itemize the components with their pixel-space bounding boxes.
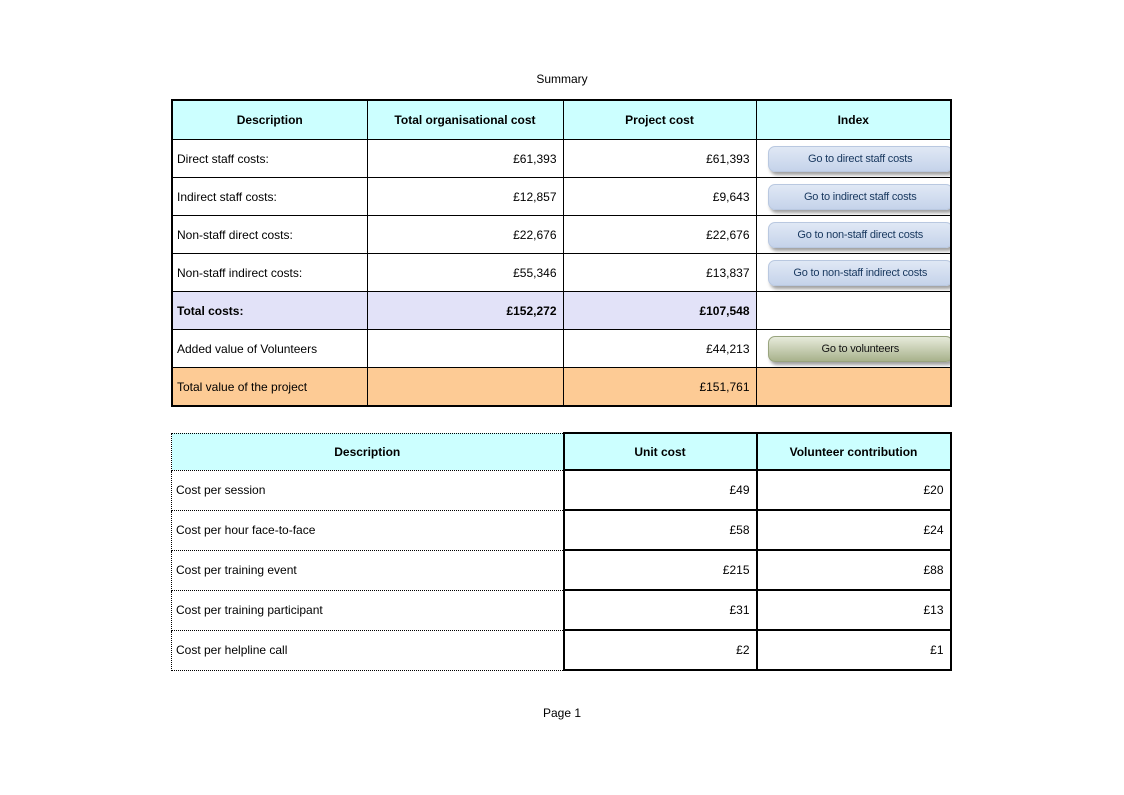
org-cost-value bbox=[367, 368, 563, 407]
org-cost-value: £61,393 bbox=[367, 140, 563, 178]
project-cost-value: £9,643 bbox=[563, 178, 756, 216]
table-row-cost-per-hour-face-to-face bbox=[172, 510, 951, 550]
volunteer-contribution-value: £13 bbox=[757, 590, 951, 630]
unit-cost-value: £215 bbox=[564, 550, 757, 590]
table-row-cost-per-helpline-call bbox=[172, 630, 951, 670]
table-row-added-value-of-volunteers bbox=[172, 330, 951, 368]
row-label: Non-staff indirect costs: bbox=[172, 254, 367, 292]
project-cost-value: £13,837 bbox=[563, 254, 756, 292]
go-to-non-staff-indirect-costs-button[interactable]: Go to non-staff indirect costs bbox=[768, 260, 952, 286]
column-header-description: Description bbox=[172, 433, 564, 470]
unit-cost-value: £2 bbox=[564, 630, 757, 670]
column-header-project-cost: Project cost bbox=[563, 100, 756, 140]
table-row-non-staff-indirect-costs bbox=[172, 254, 951, 292]
row-label: Added value of Volunteers bbox=[172, 330, 367, 368]
org-cost-value: £55,346 bbox=[367, 254, 563, 292]
page-number: Page 1 bbox=[542, 706, 582, 720]
project-cost-value: £151,761 bbox=[563, 368, 756, 407]
table-row-total-costs bbox=[172, 292, 951, 330]
go-to-indirect-staff-costs-button[interactable]: Go to indirect staff costs bbox=[768, 184, 952, 210]
volunteer-contribution-value: £1 bbox=[757, 630, 951, 670]
column-header-unit-cost: Unit cost bbox=[564, 433, 757, 470]
org-cost-value: £22,676 bbox=[367, 216, 563, 254]
project-cost-value: £107,548 bbox=[563, 292, 756, 330]
unit-cost-value: £58 bbox=[564, 510, 757, 550]
unit-cost-value: £49 bbox=[564, 470, 757, 510]
project-cost-value: £22,676 bbox=[563, 216, 756, 254]
summary-table bbox=[171, 99, 952, 407]
row-label: Cost per training event bbox=[172, 550, 564, 590]
row-label: Non-staff direct costs: bbox=[172, 216, 367, 254]
go-to-volunteers-button[interactable]: Go to volunteers bbox=[768, 336, 952, 362]
index-cell bbox=[756, 254, 951, 292]
table-row-cost-per-training-participant bbox=[172, 590, 951, 630]
index-cell bbox=[756, 178, 951, 216]
table-row-total-value-of-project bbox=[172, 368, 951, 407]
unit-cost-table bbox=[171, 432, 952, 671]
go-to-direct-staff-costs-button[interactable]: Go to direct staff costs bbox=[768, 146, 952, 172]
index-cell bbox=[756, 140, 951, 178]
column-header-total-organisational-cost: Total organisational cost bbox=[367, 100, 563, 140]
unit-cost-value: £31 bbox=[564, 590, 757, 630]
org-cost-value: £152,272 bbox=[367, 292, 563, 330]
project-cost-value: £61,393 bbox=[563, 140, 756, 178]
sheet-title: Summary bbox=[536, 72, 588, 86]
volunteer-contribution-value: £88 bbox=[757, 550, 951, 590]
index-cell bbox=[756, 216, 951, 254]
row-label: Cost per hour face-to-face bbox=[172, 510, 564, 550]
row-label: Cost per helpline call bbox=[172, 630, 564, 670]
project-cost-value: £44,213 bbox=[563, 330, 756, 368]
index-cell bbox=[756, 292, 951, 330]
index-cell bbox=[756, 330, 951, 368]
column-header-description: Description bbox=[172, 100, 367, 140]
table-row-non-staff-direct-costs bbox=[172, 216, 951, 254]
row-label: Direct staff costs: bbox=[172, 140, 367, 178]
volunteer-contribution-value: £24 bbox=[757, 510, 951, 550]
table-row-indirect-staff-costs bbox=[172, 178, 951, 216]
volunteer-contribution-value: £20 bbox=[757, 470, 951, 510]
row-label: Cost per training participant bbox=[172, 590, 564, 630]
row-label: Cost per session bbox=[172, 470, 564, 510]
column-header-index: Index bbox=[756, 100, 951, 140]
row-label: Indirect staff costs: bbox=[172, 178, 367, 216]
column-header-volunteer-contribution: Volunteer contribution bbox=[757, 433, 951, 470]
go-to-non-staff-direct-costs-button[interactable]: Go to non-staff direct costs bbox=[768, 222, 952, 248]
row-label: Total costs: bbox=[172, 292, 367, 330]
org-cost-value bbox=[367, 330, 563, 368]
summary-header-row bbox=[172, 100, 951, 140]
table-row-cost-per-session bbox=[172, 470, 951, 510]
row-label: Total value of the project bbox=[172, 368, 367, 407]
table-row-cost-per-training-event bbox=[172, 550, 951, 590]
unit-header-row bbox=[172, 433, 951, 470]
index-cell bbox=[756, 368, 951, 407]
org-cost-value: £12,857 bbox=[367, 178, 563, 216]
table-row-direct-staff-costs bbox=[172, 140, 951, 178]
